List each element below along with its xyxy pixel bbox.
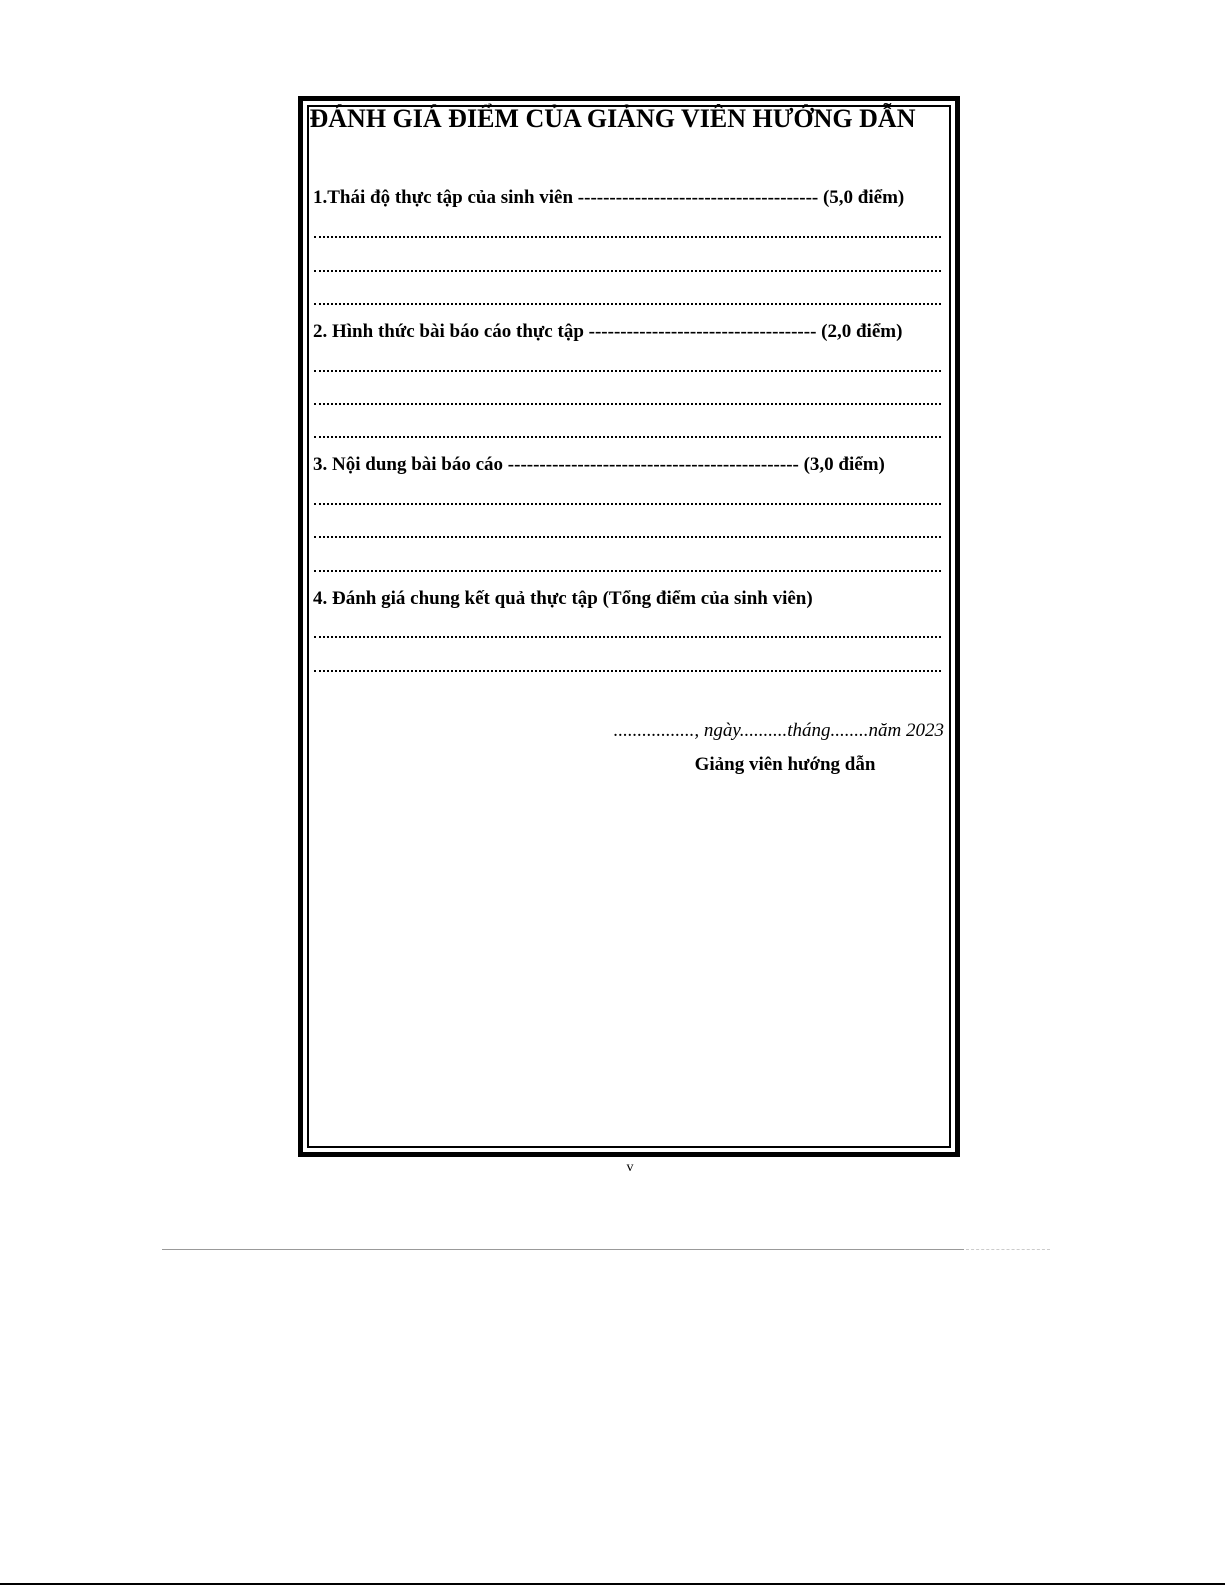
answer-line [314, 270, 941, 272]
answer-line [314, 303, 941, 305]
section-overall-heading: 4. Đánh giá chung kết quả thực tập (Tổng điểm của sinh viên) [313, 588, 813, 609]
section-report-content-heading: 3. Nội dung bài báo cáo ---------------------------------------------- (3,0 điểm) [313, 454, 885, 475]
page-number: v [626, 1160, 634, 1175]
signer-title: Giảng viên hướng dẫn [694, 754, 876, 775]
answer-line [314, 636, 941, 638]
answer-line [314, 403, 941, 405]
date-line: ................., ngày..........tháng........năm 2023 [613, 720, 944, 741]
section-report-format-heading: 2. Hình thức bài báo cáo thực tập ------------------------------------ (2,0 điểm) [313, 321, 903, 342]
answer-line [314, 370, 941, 372]
document-frame [298, 96, 960, 1157]
answer-line [314, 536, 941, 538]
answer-line [314, 503, 941, 505]
answer-line [314, 570, 941, 572]
form-title: ĐÁNH GIÁ ĐIỂM CỦA GIẢNG VIÊN HƯỚNG DẪN [309, 104, 916, 133]
answer-line [314, 236, 941, 238]
document-frame-inner [307, 105, 951, 1148]
footer-rule-faint [966, 1249, 1050, 1250]
answer-line [314, 436, 941, 438]
footer-rule [162, 1249, 964, 1250]
answer-line [314, 670, 941, 672]
section-attitude-heading: 1.Thái độ thực tập của sinh viên -------------------------------------- (5,0 điểm) [313, 187, 905, 208]
